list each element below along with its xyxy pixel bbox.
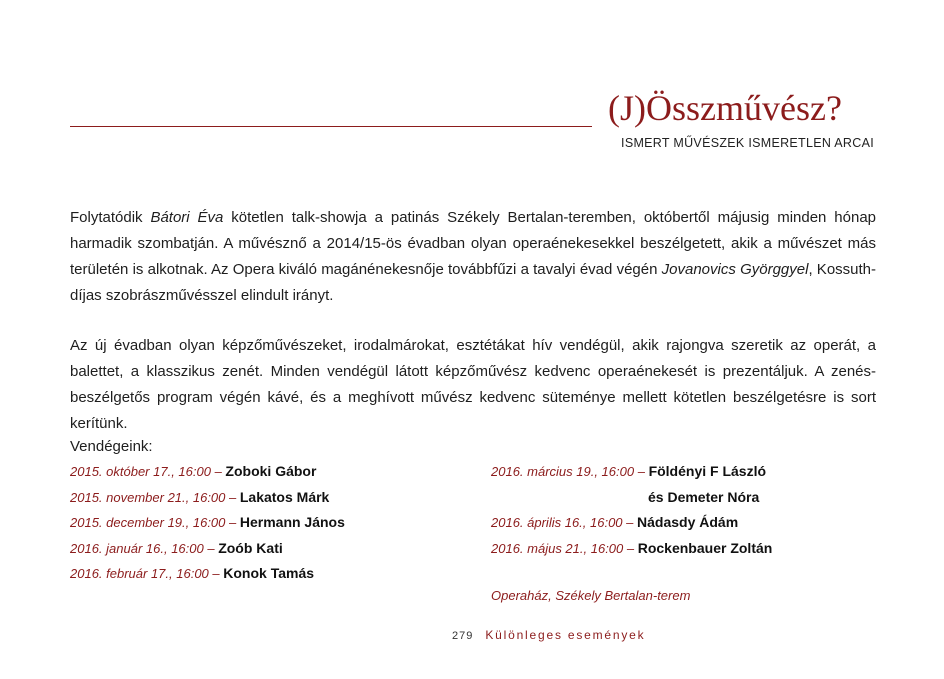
event-date: 2015. december 19., 16:00 [70,515,226,530]
guest-name: és Demeter Nóra [648,488,760,505]
event-date: 2016. január 16., 16:00 [70,540,204,556]
page-number: 279 [452,630,474,642]
intro-paragraph [70,205,876,309]
guest-event [491,459,772,485]
page-subtitle: ISMERT MŰVÉSZEK ISMERETLEN ARCAI [621,136,874,150]
host-name: Bátori Éva [150,209,224,226]
intro-text-2: kötetlen talk-showja a patinás Székely Bertalan-teremben, októbertől májusig minden hónap harmadik szombatján. A művésznő a 2014/15-ös évadban olyan operaénekesekkel beszélgetett, akik a művészet más területén is alkotnak. Az Opera kiváló magánénekesnője továbbfűzi a tavalyi évad végén [70,209,876,278]
guest-name: Lakatos Márk [239,488,330,505]
event-date: 2016. március 19., 16:00 [491,464,635,479]
title-rule [70,126,592,127]
guest-list-right [491,459,772,561]
event-separator: – [623,540,638,556]
guest-event [70,510,345,536]
guest-name: Hermann János [239,514,345,530]
sculptor-name: Jovanovics Györggyel [661,261,809,278]
event-date: 2016. május 21., 16:00 [491,540,624,556]
event-separator: – [225,489,240,505]
event-date: 2015. november 21., 16:00 [70,489,226,505]
event-date: 2016. február 17., 16:00 [70,566,209,581]
guest-name: Zoób Kati [218,539,283,556]
guest-event [70,536,345,562]
guest-name: Földényi F László [648,463,767,479]
guest-event [491,510,772,536]
page-title: (J)Összművész? [608,88,842,128]
guest-name: Nádasdy Ádám [637,514,739,530]
event-separator: – [634,464,649,479]
section-name: Különleges események [485,628,646,642]
event-separator: – [203,540,219,556]
event-venue: Operaház, Székely Bertalan-terem [491,588,691,603]
guest-name: Rockenbauer Zoltán [637,539,773,556]
guest-event [70,459,345,485]
event-separator: – [208,566,224,581]
guest-name: Konok Tamás [223,565,315,581]
event-separator: – [225,515,240,530]
intro-text-3: , Kossuth-díjas szobrászművésszel elindult irányt. [70,261,877,304]
event-separator: – [622,515,638,530]
event-separator: – [210,464,226,479]
guest-list-left [70,459,345,587]
guest-event-continuation [491,485,772,511]
guest-event [70,561,345,587]
guest-name: Zoboki Gábor [225,463,317,479]
intro-text-1: Folytatódik [70,209,151,226]
season-paragraph: Az új évadban olyan képzőművészeket, irodalmárokat, esztétákat hív vendégül, akik rajongva szeretik az operát, a balettet, a klasszikus zenét. Minden vendégül látott képzőművész kedvenc operaénekesét is prezentáljuk. A zenés-beszélgetős program végén kávé, és a meghívott művész kedvenc süteménye mellett kötetlen beszélgetésre is sort kerítünk. [70,337,876,432]
page-footer [452,626,645,644]
event-date: 2016. április 16., 16:00 [491,515,623,530]
guest-event [491,536,772,562]
guest-event [70,485,345,511]
guests-heading: Vendégeink: [70,438,153,455]
event-date: 2015. október 17., 16:00 [70,464,211,479]
